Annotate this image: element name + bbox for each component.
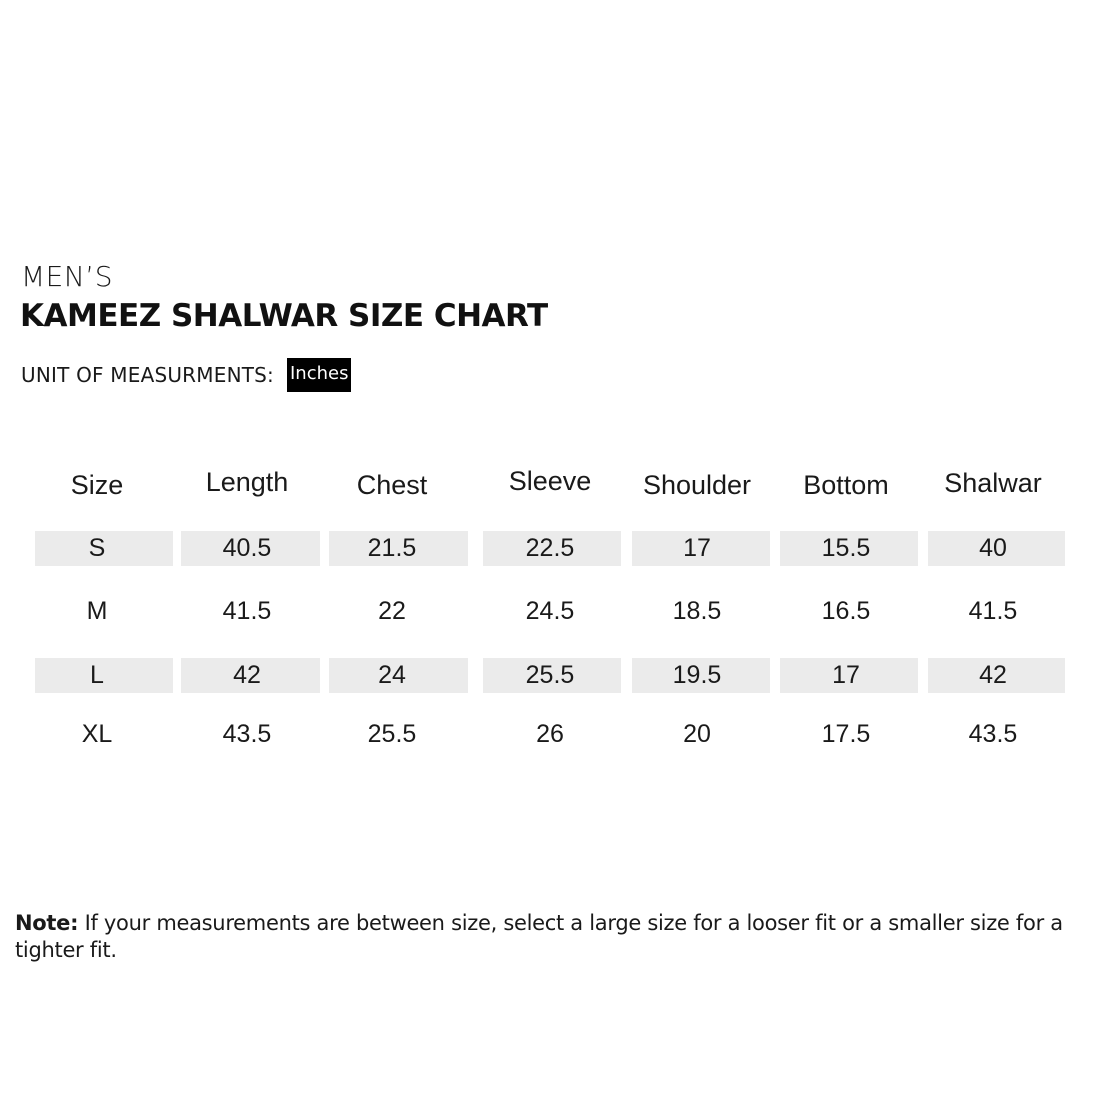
col-header-shalwar: Shalwar	[944, 468, 1042, 498]
col-header-shoulder: Shoulder	[642, 470, 752, 500]
table-cell-size: M	[86, 597, 108, 625]
note-label: Note:	[15, 911, 79, 935]
table-cell-size: XL	[81, 720, 113, 748]
table-cell-size: S	[88, 534, 106, 562]
unit-label: UNIT OF MEASURMENTS:	[21, 363, 274, 387]
table-cell-chest: 21.5	[367, 534, 417, 562]
table-cell-length: 43.5	[222, 720, 272, 748]
table-cell-bottom: 15.5	[821, 534, 871, 562]
col-header-sleeve: Sleeve	[508, 466, 592, 496]
table-cell-length: 41.5	[222, 597, 272, 625]
table-cell-sleeve: 25.5	[525, 661, 575, 689]
table-cell-chest: 22	[378, 597, 406, 625]
col-header-chest: Chest	[356, 470, 428, 500]
col-header-length: Length	[205, 467, 289, 497]
page-subtitle: MEN’S	[21, 260, 113, 293]
unit-badge: Inches	[287, 358, 351, 392]
table-cell-bottom: 16.5	[821, 597, 871, 625]
col-header-bottom: Bottom	[803, 470, 889, 500]
table-cell-chest: 24	[378, 661, 406, 689]
col-header-size: Size	[70, 470, 124, 500]
table-cell-shalwar: 41.5	[968, 597, 1018, 625]
table-cell-sleeve: 26	[536, 720, 564, 748]
table-cell-length: 42	[233, 661, 261, 689]
table-cell-shoulder: 18.5	[672, 597, 722, 625]
table-cell-bottom: 17.5	[821, 720, 871, 748]
page-title: KAMEEZ SHALWAR SIZE CHART	[20, 298, 548, 334]
table-cell-shalwar: 43.5	[968, 720, 1018, 748]
table-cell-shoulder: 19.5	[672, 661, 722, 689]
table-cell-sleeve: 24.5	[525, 597, 575, 625]
table-cell-shalwar: 42	[979, 661, 1007, 689]
note	[15, 910, 1090, 964]
unit-row	[21, 358, 351, 392]
table-cell-sleeve: 22.5	[525, 534, 575, 562]
table-cell-shoulder: 17	[683, 534, 711, 562]
table-cell-length: 40.5	[222, 534, 272, 562]
table-cell-size: L	[90, 661, 104, 689]
table-cell-chest: 25.5	[367, 720, 417, 748]
note-text: If your measurements are between size, select a large size for a looser fit or a smaller size for a tighter fit.	[15, 911, 1063, 962]
table-cell-shoulder: 20	[683, 720, 711, 748]
table-cell-shalwar: 40	[979, 534, 1007, 562]
table-cell-bottom: 17	[832, 661, 860, 689]
